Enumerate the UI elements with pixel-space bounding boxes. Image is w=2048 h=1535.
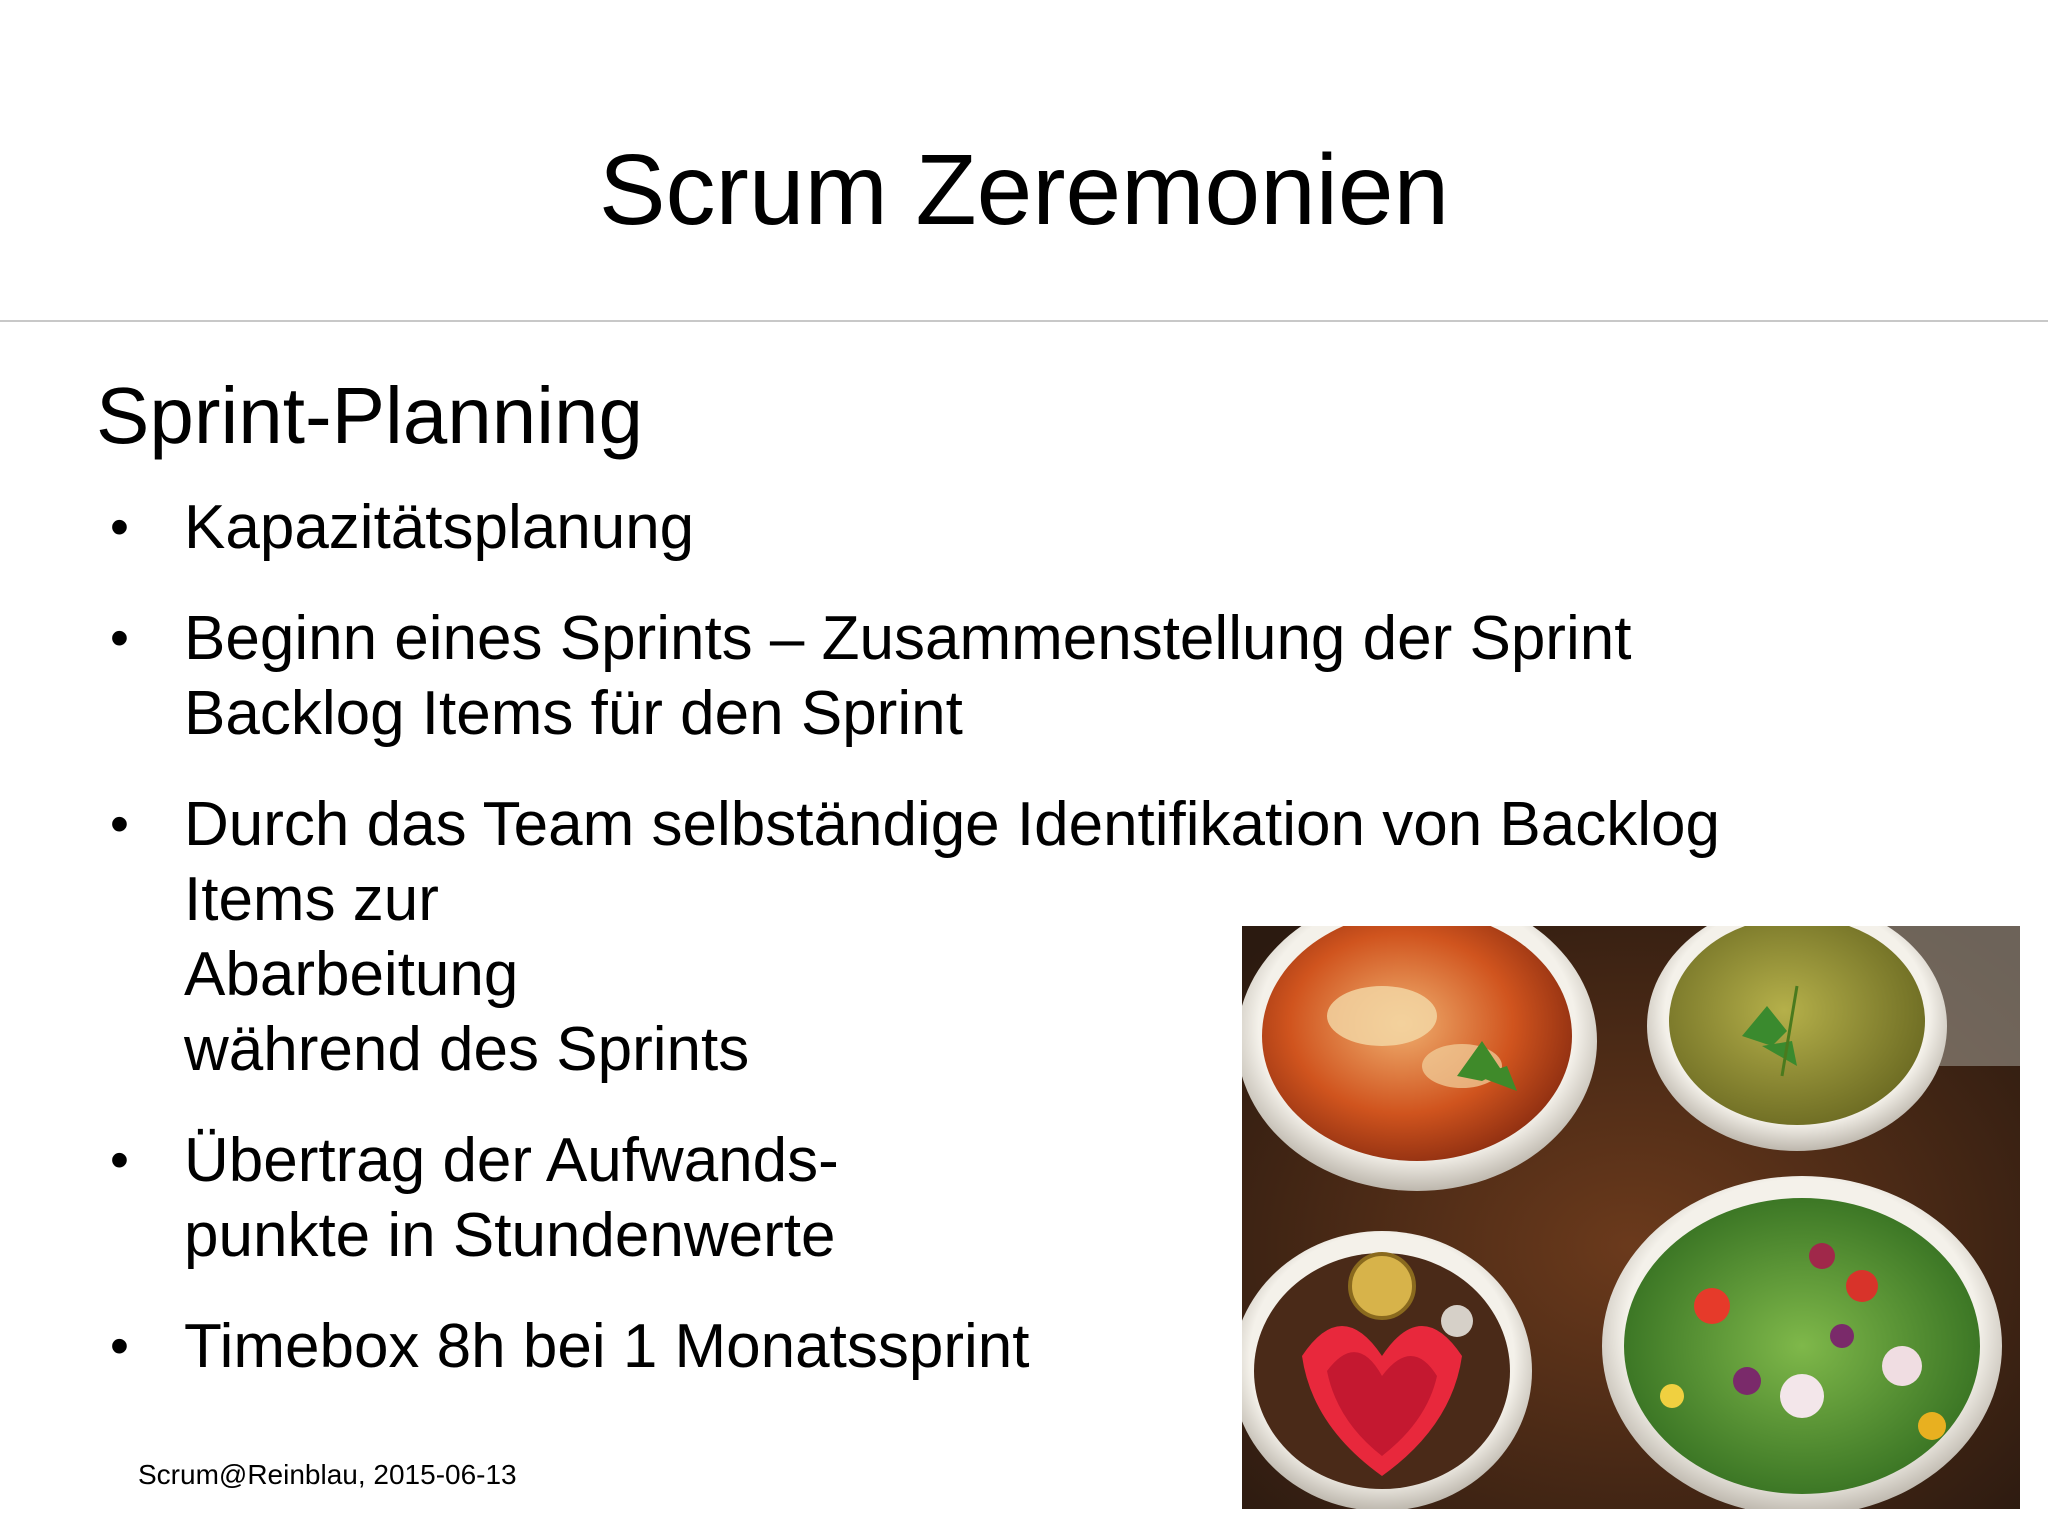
title-divider [0,320,2048,322]
bullet-text: Timebox 8h bei 1 Monatssprint [184,1312,1030,1381]
slide-footer: Scrum@Reinblau, 2015-06-13 [138,1459,517,1490]
bullet-icon: • [110,1316,129,1376]
salad-bowl [1602,1176,2002,1509]
bullet-icon: • [110,1130,129,1190]
slide-title: Scrum Zeremonien [598,134,1450,246]
bullet-text: Durch das Team selbständige Identifikation von Backlog Items zur Abarbeitung während des Sprints [184,790,1720,1084]
bullet-icon: • [110,497,129,557]
bullet-icon: • [110,608,129,668]
list-item [110,490,1930,565]
list-item [110,601,1930,751]
food-bowls-photo [1242,926,2020,1509]
section-heading: Sprint-Planning [96,371,643,460]
bullet-icon: • [110,794,129,854]
bullet-text: Beginn eines Sprints – Zusammenstellung der Sprint Backlog Items für den Sprint [184,604,1632,748]
bullet-text: Kapazitätsplanung [184,493,695,562]
bullet-text: Übertrag der Aufwands- punkte in Stundenwerte [184,1126,839,1270]
dessert-bowl [1242,1231,1532,1509]
